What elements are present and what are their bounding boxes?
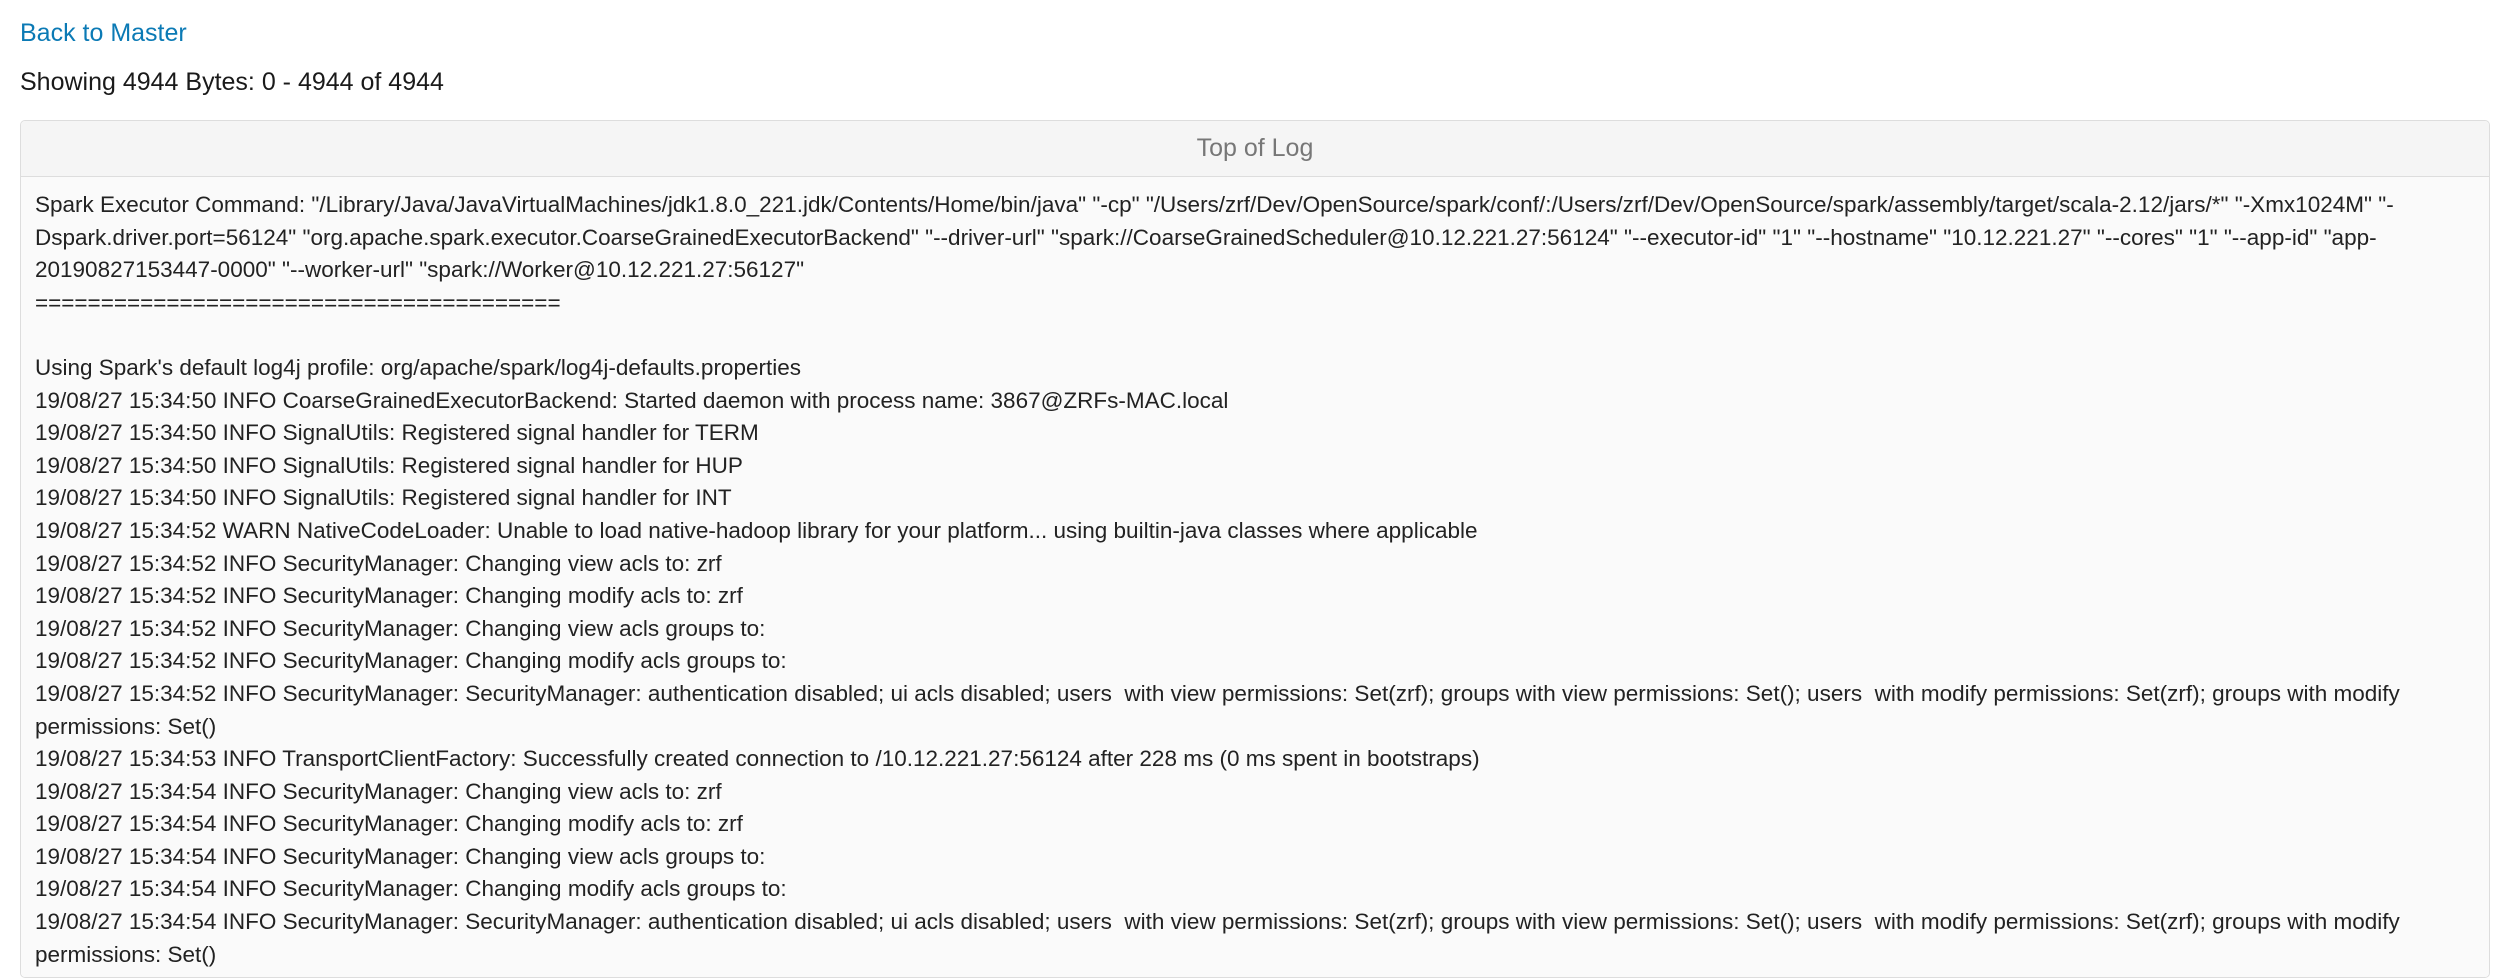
log-line: 19/08/27 15:34:52 INFO SecurityManager: Changing view acls groups to: [35,615,766,641]
log-line: 19/08/27 15:34:50 INFO SignalUtils: Registered signal handler for INT [35,485,732,511]
showing-bytes-status: Showing 4944 Bytes: 0 - 4944 of 4944 [20,68,444,96]
log-line: Using Spark's default log4j profile: org/apache/spark/log4j-defaults.properties [35,354,801,380]
log-line: 19/08/27 15:34:52 INFO SecurityManager: Changing modify acls groups to: [35,648,787,674]
log-line: ======================================== [35,289,561,315]
log-line: 19/08/27 15:34:50 INFO SignalUtils: Registered signal handler for HUP [35,452,743,478]
log-line: 19/08/27 15:34:54 INFO SecurityManager: SecurityManager: authentication disabled; ui acls disabled; users with view permissions: Set(zrf); groups with view permissions: Set(); users with modify permissions: Set(zrf); groups with modify permissions: Set() [35,909,2407,967]
log-line: 19/08/27 15:34:54 INFO SecurityManager: Changing view acls to: zrf [35,778,722,804]
log-line: 19/08/27 15:34:52 INFO SecurityManager: SecurityManager: authentication disabled; ui acls disabled; users with view permissions: Set(zrf); groups with view permissions: Set(); users with modify permissions: Set(zrf); groups with modify permissions: Set() [35,680,2407,739]
log-line: 19/08/27 15:34:50 INFO CoarseGrainedExecutorBackend: Started daemon with process name: 3867@ZRFs-MAC.local [35,387,1229,413]
log-line: 19/08/27 15:34:54 INFO SecurityManager: Changing modify acls to: zrf [35,811,743,837]
top-of-log-header: Top of Log [21,121,2489,177]
log-line [35,319,2475,352]
log-line: 19/08/27 15:34:52 WARN NativeCodeLoader: Unable to load native-hadoop library for your platform... using builtin-java classes where applicable [35,517,1478,543]
log-line: 19/08/27 15:34:53 INFO TransportClientFactory: Successfully created connection to /10.12.221.27:56124 after 228 ms (0 ms spent in bootstraps) [35,746,1480,772]
log-line: 19/08/27 15:34:54 INFO SecurityManager: Changing modify acls groups to: [35,876,787,902]
log-line: 19/08/27 15:34:52 INFO SecurityManager: Changing view acls to: zrf [35,550,722,576]
log-panel [20,120,2490,978]
log-line: 19/08/27 15:34:52 INFO SecurityManager: Changing modify acls to: zrf [35,583,743,609]
log-line: 19/08/27 15:34:50 INFO SignalUtils: Registered signal handler for TERM [35,420,759,446]
log-line: 19/08/27 15:34:54 INFO SecurityManager: Changing view acls groups to: [35,843,766,869]
log-line: Spark Executor Command: "/Library/Java/JavaVirtualMachines/jdk1.8.0_221.jdk/Contents/Home/bin/java" "-cp" "/Users/zrf/Dev/OpenSource/spark/conf/:/Users/zrf/Dev/OpenSource/spark/assembly/target/scala-2.12/jars/*" "-Xmx1024M" "-Dspark.driver.port=56124" "org.apache.spark.executor.CoarseGrainedExecutorBackend" "--driver-url" "spark://CoarseGrainedScheduler@10.12.221.27:56124" "--executor-id" "1" "--hostname" "10.12.221.27" "--cores" "1" "--app-id" "app-20190827153447-0000" "--worker-url" "spark://Worker@10.12.221.27:56127" [35,192,2394,283]
back-to-master-link[interactable]: Back to Master [20,19,187,47]
log-body[interactable] [21,177,2489,977]
